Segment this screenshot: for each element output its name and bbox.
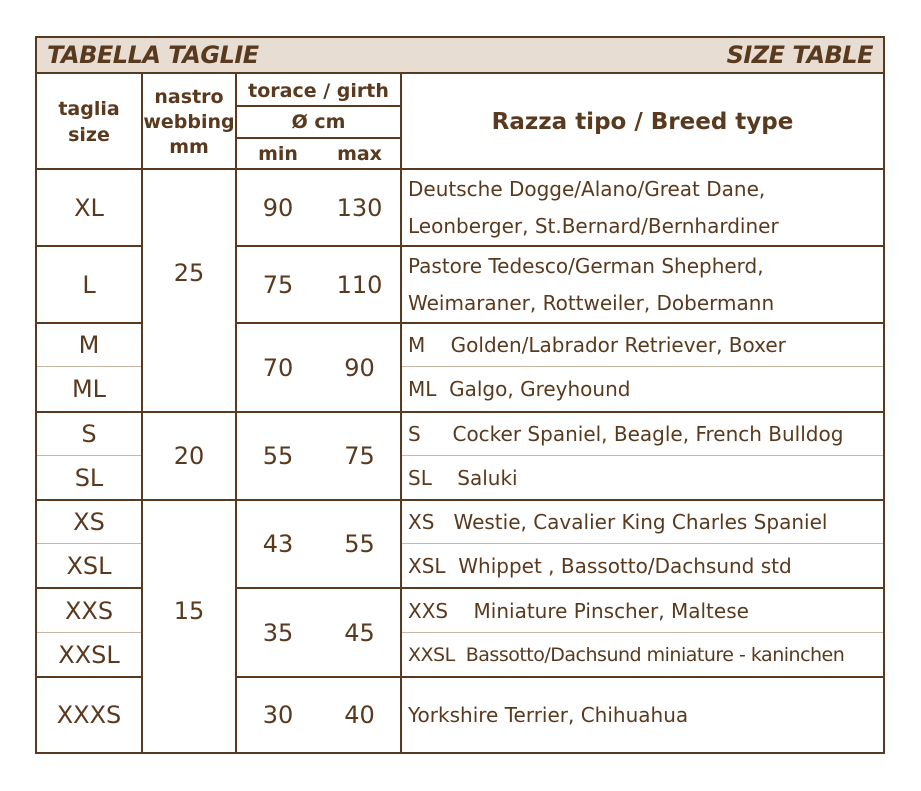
- header-webbing-it: nastro: [154, 85, 224, 108]
- header-max: max: [337, 142, 382, 165]
- size-cell: XXSL: [58, 640, 120, 669]
- girth-max-cell: 90: [344, 353, 375, 382]
- size-cell: S: [81, 420, 97, 448]
- girth-min-cell: 43: [262, 530, 294, 558]
- breed-cell: XSL Whippet , Bassotto/Dachsund std: [408, 553, 792, 578]
- size-cell: XL: [74, 193, 104, 222]
- girth-max-cell: 75: [344, 442, 375, 470]
- girth-min-cell: 30: [262, 701, 294, 729]
- breed-cell: ML Galgo, Greyhound: [408, 377, 631, 401]
- size-cell: XXXS: [56, 701, 122, 729]
- title-english: SIZE TABLE: [726, 41, 873, 69]
- girth-min-cell: 55: [262, 442, 294, 470]
- webbing-cell: 15: [173, 597, 205, 625]
- breed-cell: [408, 170, 880, 245]
- breed-line: Pastore Tedesco/German Shepherd,: [408, 253, 764, 278]
- header-girth-unit: Ø cm: [291, 111, 346, 133]
- breed-cell: Yorkshire Terrier, Chihuahua: [408, 703, 689, 727]
- girth-min-cell: 75: [262, 270, 294, 299]
- header-size: [37, 76, 141, 168]
- breed-line: Deutsche Dogge/Alano/Great Dane,: [408, 176, 766, 201]
- breed-cell: XS Westie, Cavalier King Charles Spaniel: [408, 510, 828, 534]
- header-breed: Razza tipo / Breed type: [491, 109, 794, 135]
- header-girth: torace / girth: [248, 79, 389, 102]
- girth-max-cell: 55: [344, 530, 375, 558]
- title-italian: TABELLA TAGLIE: [47, 41, 259, 69]
- webbing-cell: 25: [173, 259, 205, 287]
- girth-max-cell: 45: [344, 618, 375, 647]
- breed-line: Leonberger, St.Bernard/Bernhardiner: [408, 213, 779, 238]
- girth-max-cell: 130: [336, 193, 383, 222]
- breed-line: Weimaraner, Rottweiler, Dobermann: [408, 290, 775, 315]
- header-webbing: [143, 76, 235, 168]
- header-webbing-en: webbing: [143, 110, 235, 133]
- col-divider-girth: [400, 74, 402, 752]
- breed-cell: M Golden/Labrador Retriever, Boxer: [408, 333, 786, 357]
- title-bar: [37, 38, 883, 74]
- header-webbing-unit: mm: [169, 135, 209, 158]
- girth-min-cell: 35: [262, 618, 294, 647]
- size-cell: XSL: [66, 551, 112, 580]
- header-min: min: [258, 142, 298, 165]
- header-size-en: size: [68, 124, 110, 146]
- header-size-it: taglia: [58, 98, 120, 120]
- breed-cell: XXSL Bassotto/Dachsund miniature - kaninchen: [408, 643, 845, 666]
- size-cell: ML: [71, 375, 107, 403]
- breed-cell: S Cocker Spaniel, Beagle, French Bulldog: [408, 422, 844, 446]
- girth-min-cell: 90: [262, 193, 294, 222]
- size-cell: SL: [74, 463, 104, 492]
- breed-cell: SL Saluki: [408, 465, 518, 490]
- breed-cell: [408, 247, 880, 322]
- size-cell: L: [82, 270, 96, 299]
- size-cell: XXS: [64, 596, 114, 625]
- webbing-cell: 20: [173, 442, 205, 470]
- size-cell: XS: [73, 508, 105, 536]
- size-cell: M: [78, 331, 100, 359]
- girth-max-cell: 110: [336, 270, 383, 299]
- girth-max-cell: 40: [344, 701, 375, 729]
- girth-min-cell: 70: [262, 353, 294, 382]
- breed-cell: XXS Miniature Pinscher, Maltese: [408, 598, 749, 623]
